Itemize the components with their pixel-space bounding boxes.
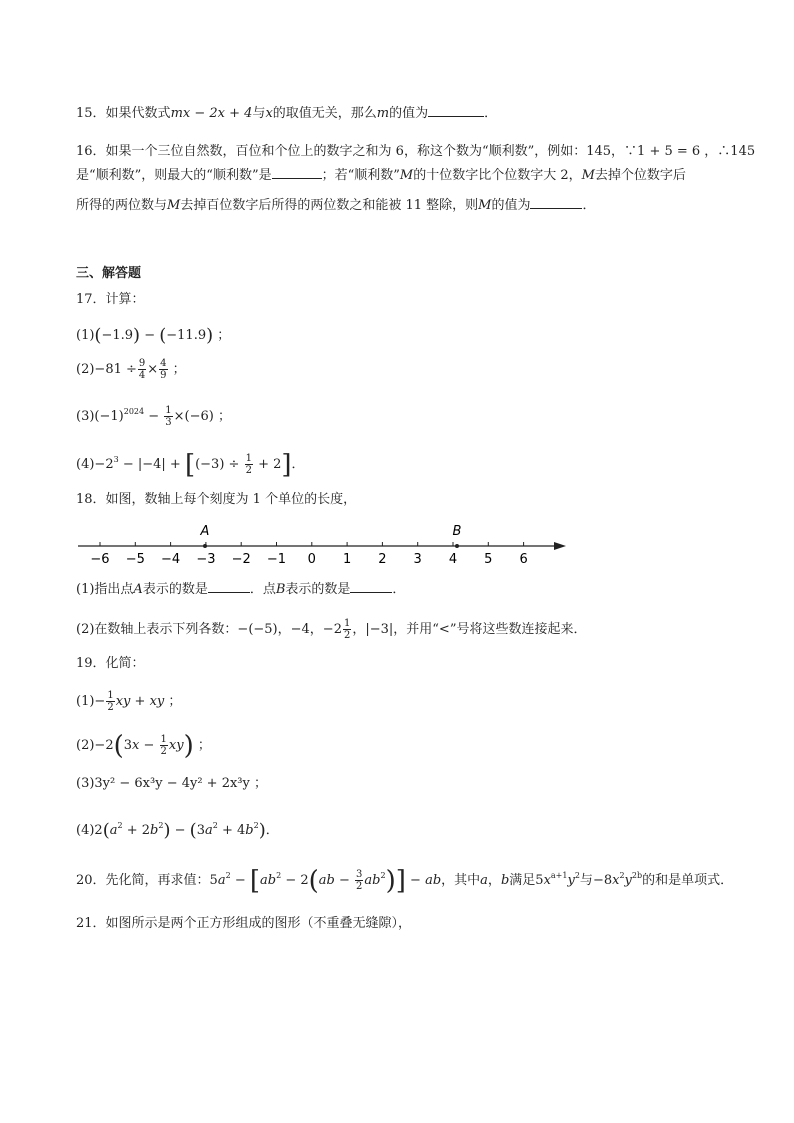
question-16-line3: 所得的两位数与M去掉百位数字后所得的两位数之和能被 11 整除，则M的值为 ．	[76, 198, 596, 213]
answer-blank	[272, 168, 322, 179]
tick-label: −5	[125, 552, 145, 567]
tick-label: −3	[196, 552, 216, 567]
q17-part2: (2)−81 ÷ $\frac{9}{4}$ × $\frac{4}{9}$ ；	[76, 358, 186, 381]
q19-part3: (3)3y² − 6x³y − 4y² + 2x³y ；	[76, 776, 267, 791]
question-19-title: 19．化简：	[76, 656, 145, 671]
answer-blank	[350, 582, 392, 593]
tick-label: 6	[519, 552, 528, 567]
question-16-line2: 是“顺利数”，则最大的“顺利数”是 ；若“顺利数”M的十位数字比个位数字大 2，M去掉个位数字后	[76, 168, 686, 183]
tick-label: −4	[161, 552, 181, 567]
tick-label: 2	[378, 552, 387, 567]
q17-part4: $(4)-2^3 - |-4| + [(-3)$ ÷ $\frac{1}{2}$ + 2]．	[76, 450, 305, 480]
answer-blank	[530, 198, 582, 209]
q18-part1: (1)指出点A表示的数是 ．点B表示的数是 ．	[76, 582, 406, 597]
tick-label: 5	[484, 552, 493, 567]
q19-part2: (2)−2(3x − $\frac{1}{2}$ xy) ；	[76, 731, 211, 761]
tick-label: 0	[307, 552, 316, 567]
question-21: 21．如图所示是两个正方形组成的图形（不重叠无缝隙），	[76, 916, 412, 931]
q17-part1: (1)(−1.9) − (−11.9) ；	[76, 325, 231, 346]
question-20: 20．先化简，再求值：$5a^2 - [ab^2 - 2(ab$ − $\frac{3}{2}$ $ab^2$)] − ab，其中a，b满足$5x^{a+1}y^2$与$-8x^2y^{2b}$的和是单项式．	[76, 866, 734, 896]
tick-label: −1	[266, 552, 287, 567]
tick-label: 4	[448, 552, 458, 567]
point-b-dot	[455, 544, 459, 548]
number-line	[70, 518, 580, 570]
answer-blank	[208, 582, 250, 593]
tick-label: 1	[342, 552, 352, 567]
tick-label: −6	[90, 552, 110, 567]
question-17-title: 17．计算：	[76, 292, 145, 307]
point-a-dot	[203, 544, 207, 548]
question-18-title: 18．如图，数轴上每个刻度为 1 个单位的长度，	[76, 492, 357, 507]
answer-blank	[428, 106, 484, 117]
q17-part3: $(3)(-1)^{2024}$ − $\frac{1}{3}$ ×(−6) ；	[76, 405, 231, 428]
tick-label: −2	[231, 552, 251, 567]
question-16-line1: 16．如果一个三位自然数，百位和个位上的数字之和为 6，称这个数为“顺利数”，例如：145，∵1 + 5 = 6 ，∴145	[76, 144, 756, 159]
q19-part4: $(4)2(a^2 + 2b^2) - (3a^2 + 4b^2)$．	[76, 820, 279, 841]
q18-part2: (2)在数轴上表示下列各数：−(−5)，−4，−2 $\frac{1}{2}$ ，|−3|，并用“<”号将这些数连接起来．	[76, 618, 587, 641]
axis-arrow	[554, 542, 566, 550]
q19-part1: (1)− $\frac{1}{2}$ xy + xy ；	[76, 690, 182, 713]
point-a-label: A	[200, 524, 210, 539]
tick-label: 3	[413, 552, 422, 567]
point-b-label: B	[452, 524, 462, 539]
section-heading: 三、解答题	[76, 266, 142, 281]
question-15: 15．如果代数式mx − 2x + 4与x的取值无关，那么m的值为 ．	[76, 106, 498, 121]
